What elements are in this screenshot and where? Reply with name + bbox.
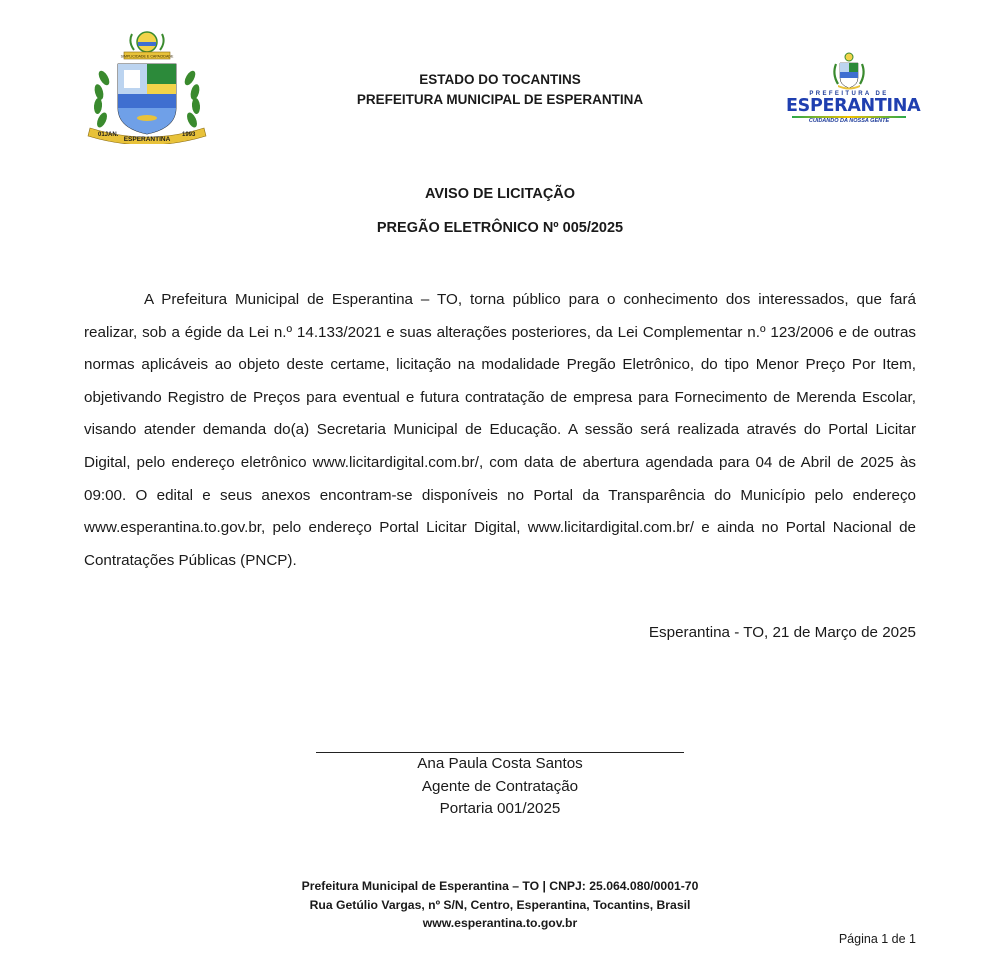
footer-website[interactable]: www.esperantina.to.gov.br bbox=[422, 916, 578, 930]
brand-slogan: CUIDANDO DA NOSSA GENTE bbox=[808, 118, 890, 124]
notice-subtitle: PREGÃO ELETRÔNICO Nº 005/2025 bbox=[376, 220, 624, 236]
municipality-name: PREFEITURA MUNICIPAL DE ESPERANTINA bbox=[356, 92, 644, 107]
brand-top-text: PREFEITURA DE bbox=[809, 91, 889, 97]
crest-banner-text: SIMPLICIDADE E CAPACIDADE bbox=[120, 54, 174, 59]
prefeitura-brand-logo-icon bbox=[786, 52, 912, 92]
page-number: Página 1 de 1 bbox=[838, 932, 916, 946]
municipal-coat-of-arms bbox=[84, 28, 210, 144]
footer-address: Rua Getúlio Vargas, nº S/N, Centro, Esperantina, Tocantins, Brasil bbox=[309, 897, 691, 912]
document-footer bbox=[200, 877, 800, 933]
municipal-coat-of-arms-icon bbox=[84, 28, 210, 144]
place-date: Esperantina - TO, 21 de Março de 2025 bbox=[648, 624, 916, 641]
signature-line bbox=[316, 738, 684, 753]
signature-block bbox=[300, 738, 700, 821]
signer-name: Ana Paula Costa Santos bbox=[417, 755, 583, 772]
crest-ribbon-right: 1993 bbox=[182, 132, 196, 138]
signer-role: Agente de Contratação bbox=[421, 777, 579, 795]
document-header bbox=[250, 70, 750, 110]
brand-main-text: ESPERANTINA bbox=[786, 96, 921, 116]
prefeitura-brand-logo bbox=[786, 52, 921, 124]
footer-cnpj: Prefeitura Municipal de Esperantina – TO | CNPJ: 25.064.080/0001-70 bbox=[301, 879, 699, 893]
signer-ordinance: Portaria 001/2025 bbox=[439, 800, 561, 817]
notice-body: A Prefeitura Municipal de Esperantina – TO, torna público para o conhecimento dos interessados, que fará realizar, sob a égide da Lei n.º 14.133/2021 e suas alterações posteriores, da Lei Complementar n.º 123/2006 e de outras normas aplicáveis ao objeto deste certame, licitação na modalidade Pregão Eletrônico, do tipo Menor Preço Por Item, objetivando Registro de Preços para eventual e futura contratação de empresa para Fornecimento de Merenda Escolar, visando atender demanda do(a) Secretaria Municipal de Educação. A sessão será realizada através do Portal Licitar Digital, pelo endereço eletrônico www.licitardigital.com.br/, com data de abertura agendada para 04 de Abril de 2025 às 09:00. O edital e seus anexos encontram-se disponíveis no Portal da Transparência do Município pelo endereço www.esperantina.to.gov.br, pelo endereço Portal Licitar Digital, www.licitardigital.com.br/ e ainda no Portal Nacional de Contratações Públicas (PNCP). bbox=[84, 291, 916, 569]
crest-ribbon-center: ESPERANTINA bbox=[123, 136, 171, 143]
state-name: ESTADO DO TOCANTINS bbox=[419, 72, 581, 87]
crest-ribbon-left: 01JAN. bbox=[98, 132, 119, 138]
notice-title: AVISO DE LICITAÇÃO bbox=[424, 186, 576, 202]
notice-titles bbox=[250, 184, 750, 238]
